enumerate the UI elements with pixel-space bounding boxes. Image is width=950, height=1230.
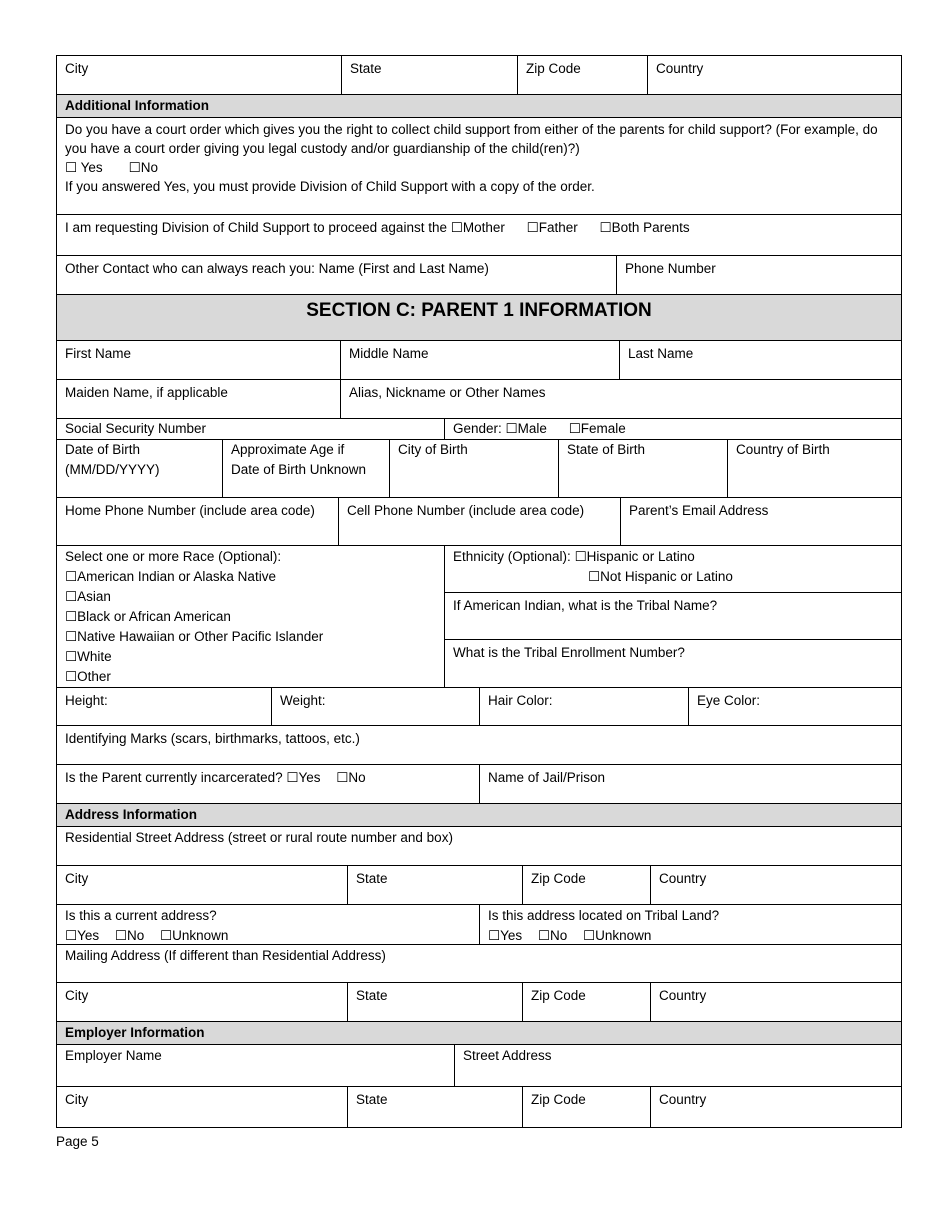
address-info-header	[56, 804, 902, 827]
section-c-title: SECTION C: PARENT 1 INFORMATION	[306, 300, 652, 321]
employer-name-label: Employer Name	[65, 1048, 162, 1063]
top-city-field[interactable]	[57, 56, 342, 94]
proceed-row	[56, 215, 902, 256]
race-option-white[interactable]: ☐White	[65, 649, 112, 664]
current-no-checkbox[interactable]: ☐No	[114, 928, 145, 943]
identifying-marks-field[interactable]	[57, 726, 901, 764]
ethnicity-label: Ethnicity (Optional):	[453, 549, 571, 564]
incarcerated-yes-checkbox[interactable]: ☐Yes	[286, 770, 321, 785]
dob-format-label: (MM/DD/YYYY)	[65, 462, 160, 477]
court-order-cell	[57, 118, 901, 214]
employer-zip-field[interactable]	[523, 1087, 651, 1127]
middle-name-field[interactable]	[341, 341, 620, 379]
child-support-form	[56, 55, 902, 1128]
employer-name-row	[56, 1045, 902, 1087]
residential-row	[56, 827, 902, 866]
other-contact-label: Other Contact who can always reach you: Name (First and Last Name)	[65, 261, 489, 276]
alias-field[interactable]	[341, 380, 901, 418]
residential-state-label: State	[356, 871, 388, 886]
approx-age-field[interactable]	[223, 440, 390, 497]
dob-label: Date of Birth	[65, 442, 141, 457]
top-address-row	[56, 55, 902, 95]
mailing-zip-field[interactable]	[523, 983, 651, 1021]
race-option-asian[interactable]: ☐Asian	[65, 589, 111, 604]
top-city-label: City	[65, 61, 89, 76]
name-row	[56, 341, 902, 380]
city-of-birth-field[interactable]	[390, 440, 559, 497]
last-name-label: Last Name	[628, 346, 694, 361]
city-of-birth-label: City of Birth	[398, 442, 468, 457]
current-unknown-checkbox[interactable]: ☐Unknown	[160, 928, 229, 943]
mailing-address-label: Mailing Address (If different than Residential Address)	[65, 948, 386, 963]
eye-color-label: Eye Color:	[697, 693, 761, 708]
employer-city-label: City	[65, 1092, 89, 1107]
residential-zip-field[interactable]	[523, 866, 651, 904]
employer-country-field[interactable]	[651, 1087, 901, 1127]
ethnicity-hispanic-checkbox[interactable]: ☐Hispanic or Latino	[574, 549, 695, 564]
tribal-land-no-checkbox[interactable]: ☐No	[537, 928, 568, 943]
gender-field	[445, 419, 901, 439]
height-label: Height:	[65, 693, 108, 708]
incarcerated-row	[56, 765, 902, 804]
employer-info-title: Employer Information	[65, 1025, 205, 1040]
current-address-label: Is this a current address?	[65, 908, 217, 923]
residential-country-field[interactable]	[651, 866, 901, 904]
middle-name-label: Middle Name	[349, 346, 429, 361]
mailing-city-label: City	[65, 988, 89, 1003]
mailing-row	[56, 945, 902, 983]
tribal-land-unknown-checkbox[interactable]: ☐Unknown	[583, 928, 652, 943]
other-contact-phone-field[interactable]	[617, 256, 901, 294]
race-label: Select one or more Race (Optional):	[65, 549, 282, 564]
alias-label: Alias, Nickname or Other Names	[349, 385, 546, 400]
proceed-father-checkbox[interactable]: ☐Father	[526, 220, 578, 235]
mailing-zip-label: Zip Code	[531, 988, 586, 1003]
incarcerated-field	[57, 765, 480, 803]
court-order-note: If you answered Yes, you must provide Division of Child Support with a copy of the order.	[65, 179, 595, 194]
current-yes-checkbox[interactable]: ☐Yes	[65, 928, 100, 943]
mailing-state-label: State	[356, 988, 388, 1003]
jail-name-field[interactable]	[480, 765, 901, 803]
current-address-field	[57, 905, 480, 944]
top-country-field[interactable]	[648, 56, 901, 94]
approx-age-sub-label: Date of Birth Unknown	[231, 462, 367, 477]
physical-row	[56, 688, 902, 726]
address-info-title: Address Information	[65, 807, 198, 822]
top-zip-field[interactable]	[518, 56, 648, 94]
mailing-country-label: Country	[659, 988, 707, 1003]
state-of-birth-field[interactable]	[559, 440, 728, 497]
maiden-alias-row	[56, 380, 902, 419]
mailing-address-field[interactable]	[57, 945, 901, 982]
cell-phone-field[interactable]	[339, 498, 621, 545]
court-order-row	[56, 118, 902, 215]
incarcerated-label: Is the Parent currently incarcerated?	[65, 770, 283, 785]
residential-city-label: City	[65, 871, 89, 886]
residential-city-row	[56, 866, 902, 905]
mailing-city-row	[56, 983, 902, 1022]
home-phone-field[interactable]	[57, 498, 339, 545]
employer-city-row	[56, 1087, 902, 1128]
email-field[interactable]	[621, 498, 901, 545]
weight-field[interactable]	[272, 688, 480, 725]
tribal-name-field[interactable]	[445, 593, 901, 640]
phone-row	[56, 498, 902, 546]
maiden-name-label: Maiden Name, if applicable	[65, 385, 228, 400]
residential-city-field[interactable]	[57, 866, 348, 904]
section-c-header	[56, 295, 902, 341]
incarcerated-no-checkbox[interactable]: ☐No	[336, 770, 366, 785]
gender-male-checkbox[interactable]: ☐Male	[505, 421, 547, 436]
other-contact-row	[56, 256, 902, 295]
first-name-field[interactable]	[57, 341, 341, 379]
country-of-birth-label: Country of Birth	[736, 442, 830, 457]
weight-label: Weight:	[280, 693, 326, 708]
proceed-both-checkbox[interactable]: ☐Both Parents	[599, 220, 690, 235]
identifying-marks-row	[56, 726, 902, 765]
ethnicity-tribal-cell	[445, 546, 901, 687]
employer-info-header	[56, 1022, 902, 1045]
dob-field[interactable]	[57, 440, 223, 497]
height-field[interactable]	[57, 688, 272, 725]
top-zip-label: Zip Code	[526, 61, 581, 76]
residential-state-field[interactable]	[348, 866, 523, 904]
eye-color-field[interactable]	[689, 688, 901, 725]
additional-info-title: Additional Information	[65, 98, 209, 113]
proceed-label: I am requesting Division of Child Support to proceed against the	[65, 220, 447, 235]
employer-city-field[interactable]	[57, 1087, 348, 1127]
ssn-label: Social Security Number	[65, 421, 207, 436]
gender-label: Gender:	[453, 421, 502, 436]
gender-female-checkbox[interactable]: ☐Female	[568, 421, 626, 436]
top-state-field[interactable]	[342, 56, 518, 94]
maiden-name-field[interactable]	[57, 380, 341, 418]
mailing-city-field[interactable]	[57, 983, 348, 1021]
tribal-name-label: If American Indian, what is the Tribal Name?	[453, 598, 718, 613]
tribal-land-yes-checkbox[interactable]: ☐Yes	[488, 928, 523, 943]
ethnicity-field	[445, 546, 901, 593]
ethnicity-not-hispanic-checkbox[interactable]: ☐Not Hispanic or Latino	[588, 569, 733, 584]
top-country-label: Country	[656, 61, 704, 76]
last-name-field[interactable]	[620, 341, 901, 379]
hair-color-field[interactable]	[480, 688, 689, 725]
current-tribal-row	[56, 905, 902, 945]
approx-age-label: Approximate Age if	[231, 442, 345, 457]
hair-color-label: Hair Color:	[488, 693, 553, 708]
tribal-enrollment-field[interactable]	[445, 640, 901, 687]
birth-row	[56, 440, 902, 498]
state-of-birth-label: State of Birth	[567, 442, 646, 457]
residential-address-field[interactable]	[57, 827, 901, 865]
employer-country-label: Country	[659, 1092, 707, 1107]
proceed-cell	[57, 215, 901, 255]
mailing-state-field[interactable]	[348, 983, 523, 1021]
additional-info-header	[56, 95, 902, 118]
cell-phone-label: Cell Phone Number (include area code)	[347, 503, 585, 518]
employer-street-field[interactable]	[455, 1045, 901, 1086]
race-cell	[57, 546, 445, 687]
tribal-enrollment-label: What is the Tribal Enrollment Number?	[453, 645, 685, 660]
mailing-country-field[interactable]	[651, 983, 901, 1021]
first-name-label: First Name	[65, 346, 132, 361]
employer-zip-label: Zip Code	[531, 1092, 586, 1107]
residential-address-label: Residential Street Address (street or rural route number and box)	[65, 830, 453, 845]
other-contact-phone-label: Phone Number	[625, 261, 716, 276]
residential-zip-label: Zip Code	[531, 871, 586, 886]
ssn-field[interactable]	[57, 419, 445, 439]
race-ethnicity-row	[56, 546, 902, 688]
employer-state-field[interactable]	[348, 1087, 523, 1127]
employer-state-label: State	[356, 1092, 388, 1107]
ssn-gender-row	[56, 419, 902, 440]
court-order-yes-checkbox[interactable]: ☐ Yes	[65, 160, 103, 175]
employer-name-field[interactable]	[57, 1045, 455, 1086]
court-order-no-checkbox[interactable]: ☐No	[128, 160, 159, 175]
home-phone-label: Home Phone Number (include area code)	[65, 503, 315, 518]
court-order-question: Do you have a court order which gives you the right to collect child support from either of the parents for child support? (For example, do you have a court order giving you legal custody and/or guardianship of the child(ren)?)	[65, 122, 878, 156]
employer-street-label: Street Address	[463, 1048, 552, 1063]
residential-country-label: Country	[659, 871, 707, 886]
tribal-land-label: Is this address located on Tribal Land?	[488, 908, 720, 923]
page-number: Page 5	[56, 1134, 99, 1149]
email-label: Parent’s Email Address	[629, 503, 769, 518]
top-state-label: State	[350, 61, 382, 76]
race-option-black[interactable]: ☐Black or African American	[65, 609, 231, 624]
race-option-american-indian[interactable]: ☐American Indian or Alaska Native	[65, 569, 276, 584]
identifying-marks-label: Identifying Marks (scars, birthmarks, tattoos, etc.)	[65, 731, 360, 746]
jail-name-label: Name of Jail/Prison	[488, 770, 606, 785]
court-order-options	[65, 158, 893, 177]
tribal-land-field	[480, 905, 901, 944]
race-option-native-hawaiian[interactable]: ☐Native Hawaiian or Other Pacific Islander	[65, 629, 324, 644]
country-of-birth-field[interactable]	[728, 440, 901, 497]
other-contact-field[interactable]	[57, 256, 617, 294]
proceed-mother-checkbox[interactable]: ☐Mother	[450, 220, 505, 235]
race-option-other[interactable]: ☐Other	[65, 669, 111, 684]
